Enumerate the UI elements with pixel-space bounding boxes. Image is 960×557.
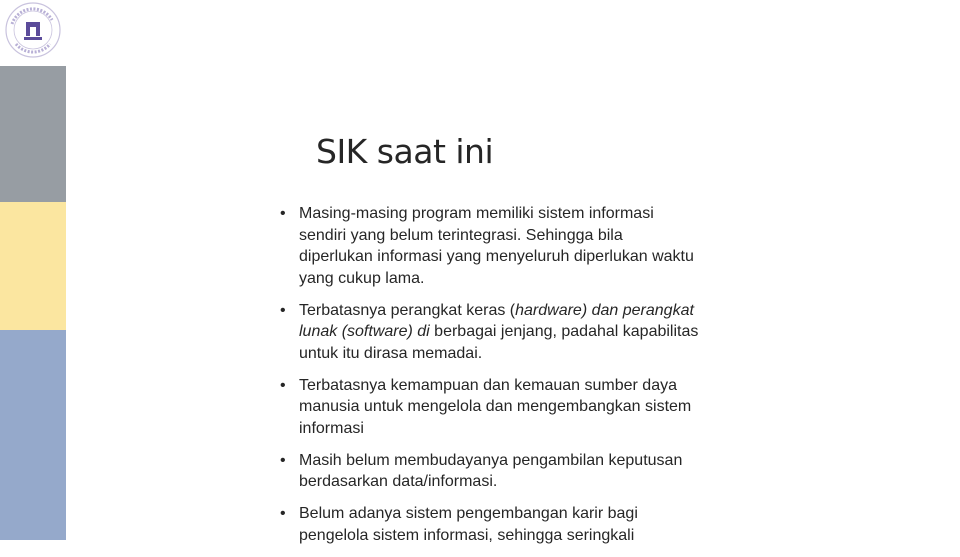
bullet-text: Belum adanya sistem pengembangan karir bagi pengelola sistem informasi, sehingga seringkali: [299, 505, 638, 544]
bullet-dot-icon: •: [280, 205, 286, 222]
bullet-dot-icon: •: [280, 505, 286, 522]
slide-title: SIK saat ini: [316, 132, 494, 171]
sidebar-band-gray: [0, 66, 66, 202]
bullet-text-italic: hardware) dan perangkat lunak (software) di: [299, 301, 694, 340]
bullet-item: [280, 300, 700, 365]
bullet-dot-icon: •: [280, 376, 286, 394]
bullet-text-post: berbagai jenjang, padahal kapabilitas untuk itu dirasa memadai.: [299, 323, 699, 362]
university-logo: [0, 0, 66, 66]
bullet-dot-icon: •: [280, 301, 286, 319]
sidebar-band-yellow: [0, 202, 66, 330]
bullet-item: [280, 375, 700, 440]
bullet-text: Masing-masing program memiliki sistem informasi sendiri yang belum terintegrasi. Sehingga bila diperlukan informasi yang menyeluruh diperlukan waktu yang cukup lama.: [299, 205, 694, 287]
bullet-dot-icon: •: [280, 451, 286, 469]
bullet-item: [280, 203, 700, 289]
bullet-text: Terbatasnya kemampuan dan kemauan sumber daya manusia untuk mengelola dan mengembangkan sistem informasi: [299, 376, 692, 437]
bullet-text: Masih belum membudayanya pengambilan keputusan berdasarkan data/informasi.: [299, 451, 683, 490]
bullet-list: [280, 203, 700, 557]
bullet-text-pre: Terbatasnya perangkat keras (: [299, 301, 516, 319]
bullet-item: [280, 450, 700, 493]
sidebar-band-blue: [0, 330, 66, 540]
